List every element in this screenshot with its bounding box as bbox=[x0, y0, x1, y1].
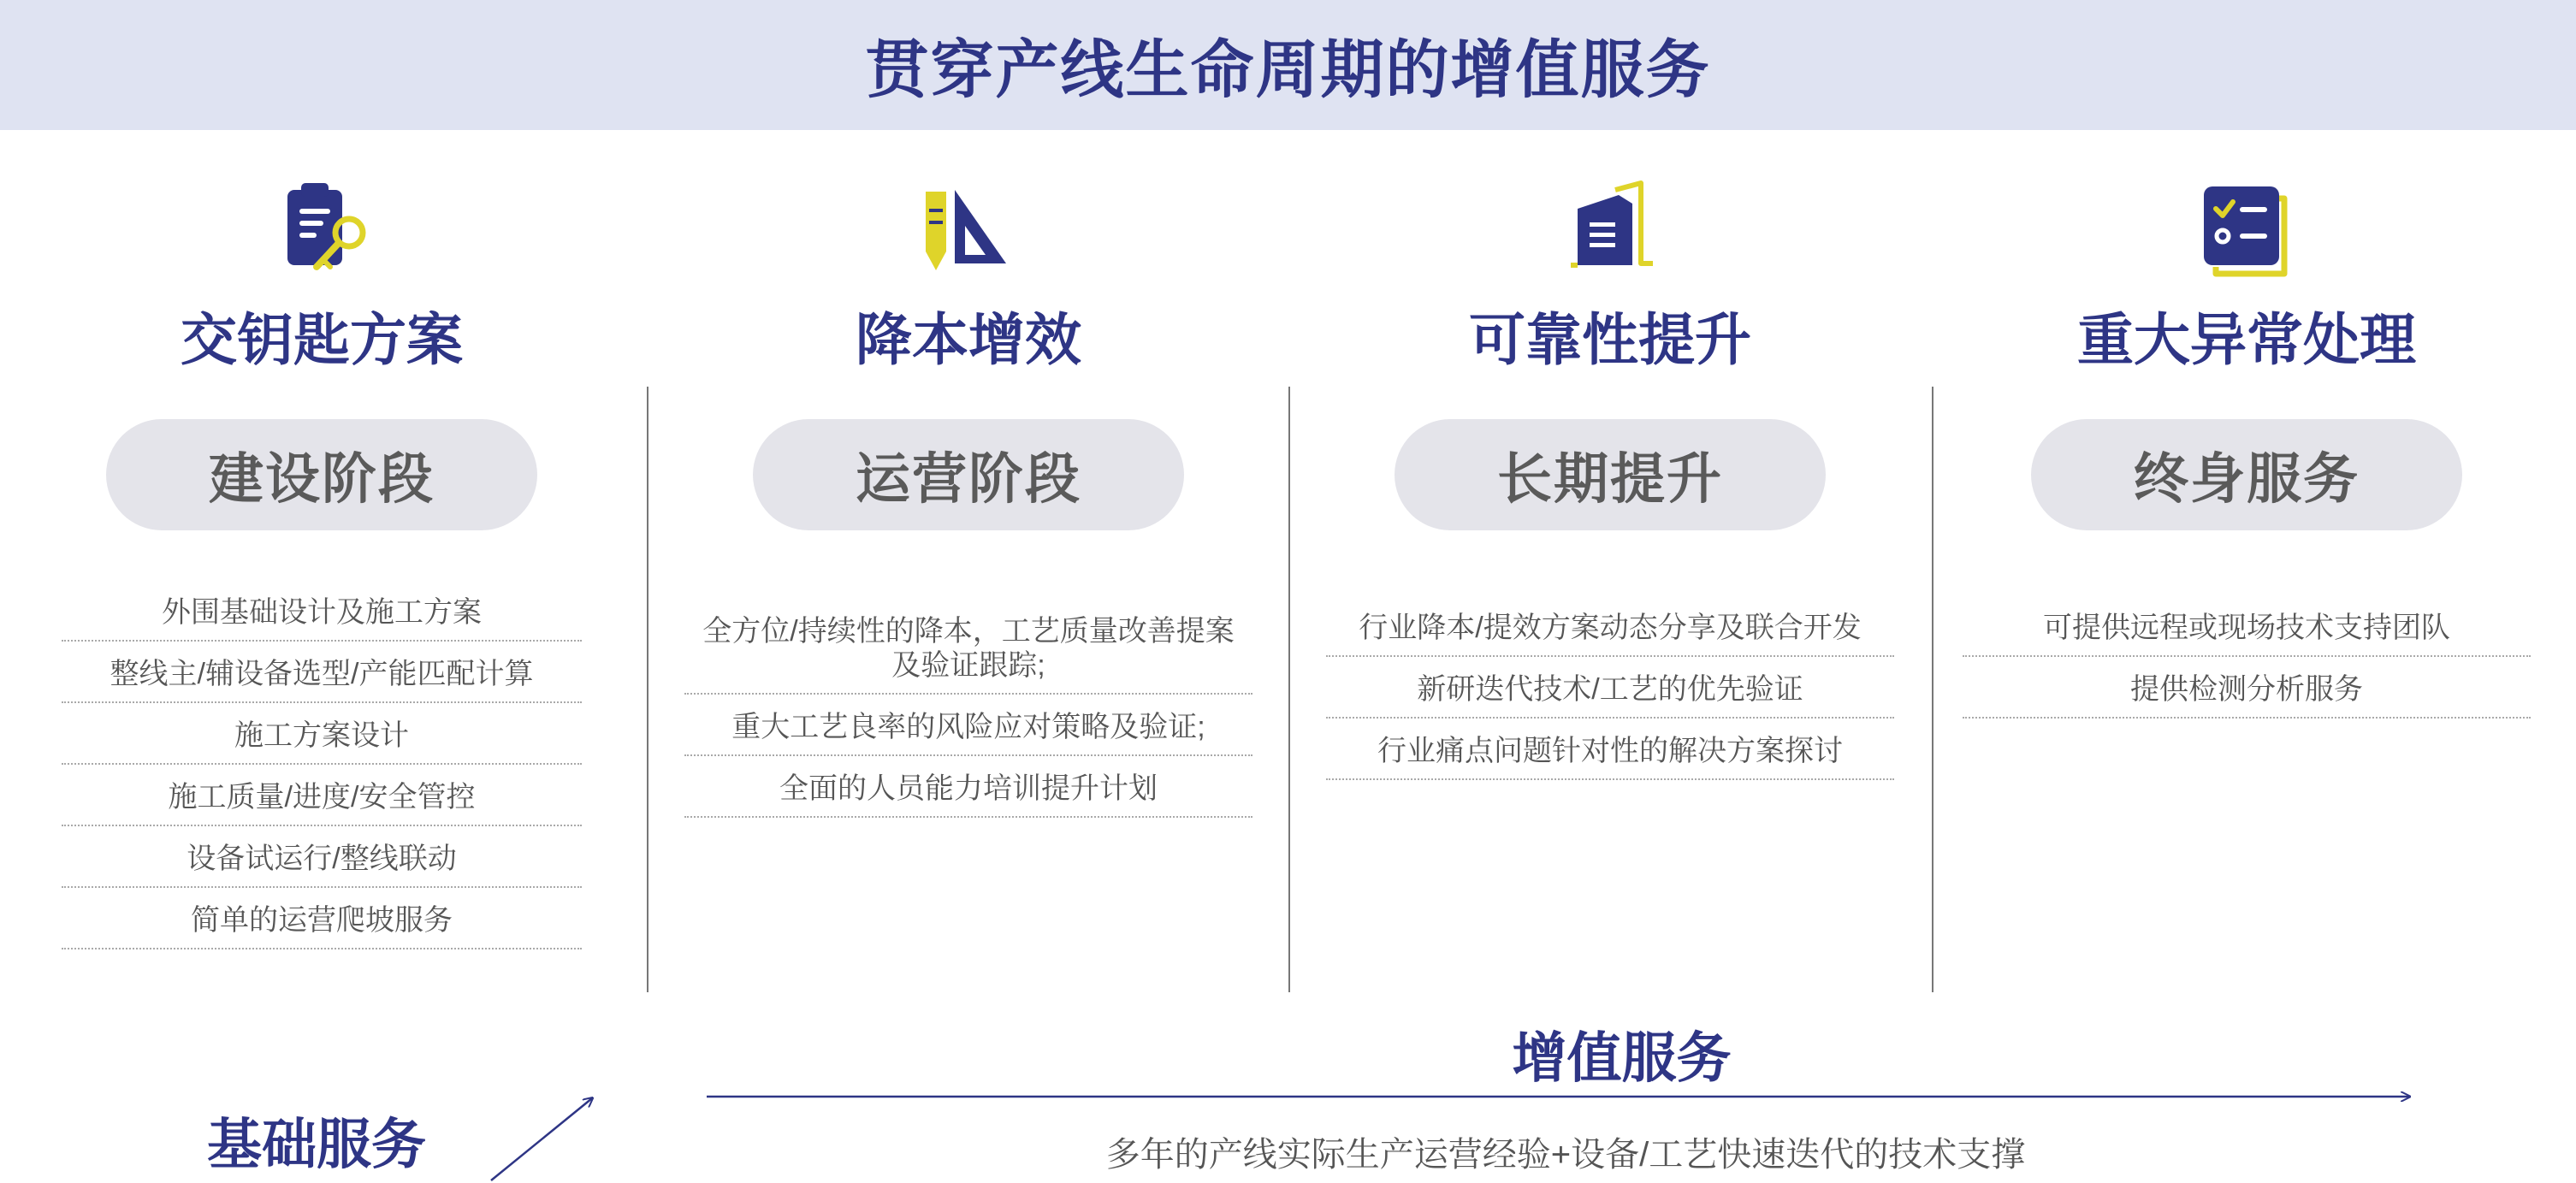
column-cost-reduction bbox=[647, 130, 1290, 1003]
column-title: 可靠性提升 bbox=[1469, 308, 1751, 371]
list-item: 外围基础设计及施工方案 bbox=[62, 580, 582, 642]
column-title: 重大异常处理 bbox=[2077, 308, 2416, 371]
service-list bbox=[1963, 595, 2531, 719]
column-divider bbox=[1288, 387, 1290, 992]
list-item: 设备试运行/整线联动 bbox=[62, 826, 582, 888]
service-list bbox=[1326, 595, 1894, 780]
list-item: 简单的运营爬坡服务 bbox=[62, 888, 582, 949]
pencil-ruler-icon bbox=[917, 178, 1020, 281]
column-divider bbox=[647, 387, 648, 992]
value-added-title: 增值服务 bbox=[1512, 1027, 1732, 1089]
list-item: 施工方案设计 bbox=[62, 703, 582, 765]
page-title: 贯穿产线生命周期的增值服务 bbox=[865, 34, 1711, 105]
list-item: 行业痛点问题针对性的解决方案探讨 bbox=[1326, 719, 1894, 780]
list-item: 整线主/辅设备选型/产能匹配计算 bbox=[62, 642, 582, 703]
list-item: 可提供远程或现场技术支持团队 bbox=[1963, 595, 2531, 657]
list-item: 重大工艺良率的风险应对策略及验证; bbox=[684, 695, 1252, 756]
diagonal-arrow bbox=[491, 1098, 592, 1180]
clipboard-key-icon bbox=[270, 178, 373, 281]
stage-label: 建设阶段 bbox=[209, 448, 435, 510]
service-list bbox=[62, 580, 582, 949]
column-major-incident bbox=[1925, 130, 2568, 1003]
value-added-description: 多年的产线实际生产运营经验+设备/工艺快速迭代的技术支撑 bbox=[1105, 1136, 2026, 1174]
stage-pill bbox=[753, 419, 1184, 530]
stage-pill bbox=[1395, 419, 1826, 530]
list-item: 施工质量/进度/安全管控 bbox=[62, 765, 582, 826]
stage-label: 终身服务 bbox=[2134, 448, 2360, 510]
stage-pill bbox=[2031, 419, 2462, 530]
column-divider bbox=[1932, 387, 1933, 992]
list-item: 行业降本/提效方案动态分享及联合开发 bbox=[1326, 595, 1894, 657]
list-item: 提供检测分析服务 bbox=[1963, 657, 2531, 719]
documents-icon bbox=[1559, 178, 1661, 281]
list-item: 全面的人员能力培训提升计划 bbox=[684, 756, 1252, 818]
stage-pill bbox=[106, 419, 537, 530]
column-title: 降本增效 bbox=[856, 308, 1081, 371]
column-title: 交钥匙方案 bbox=[181, 308, 463, 371]
stage-label: 长期提升 bbox=[1497, 448, 1723, 510]
checklist-icon bbox=[2195, 178, 2298, 281]
banner bbox=[0, 0, 2576, 130]
stage-label: 运营阶段 bbox=[856, 448, 1081, 510]
column-reliability bbox=[1288, 130, 1932, 1003]
service-list bbox=[684, 599, 1252, 818]
base-service-title: 基础服务 bbox=[207, 1114, 426, 1175]
list-item: 全方位/持续性的降本，工艺质量改善提案及验证跟踪; bbox=[684, 599, 1252, 695]
column-turnkey bbox=[0, 130, 643, 1003]
list-item: 新研迭代技术/工艺的优先验证 bbox=[1326, 657, 1894, 719]
